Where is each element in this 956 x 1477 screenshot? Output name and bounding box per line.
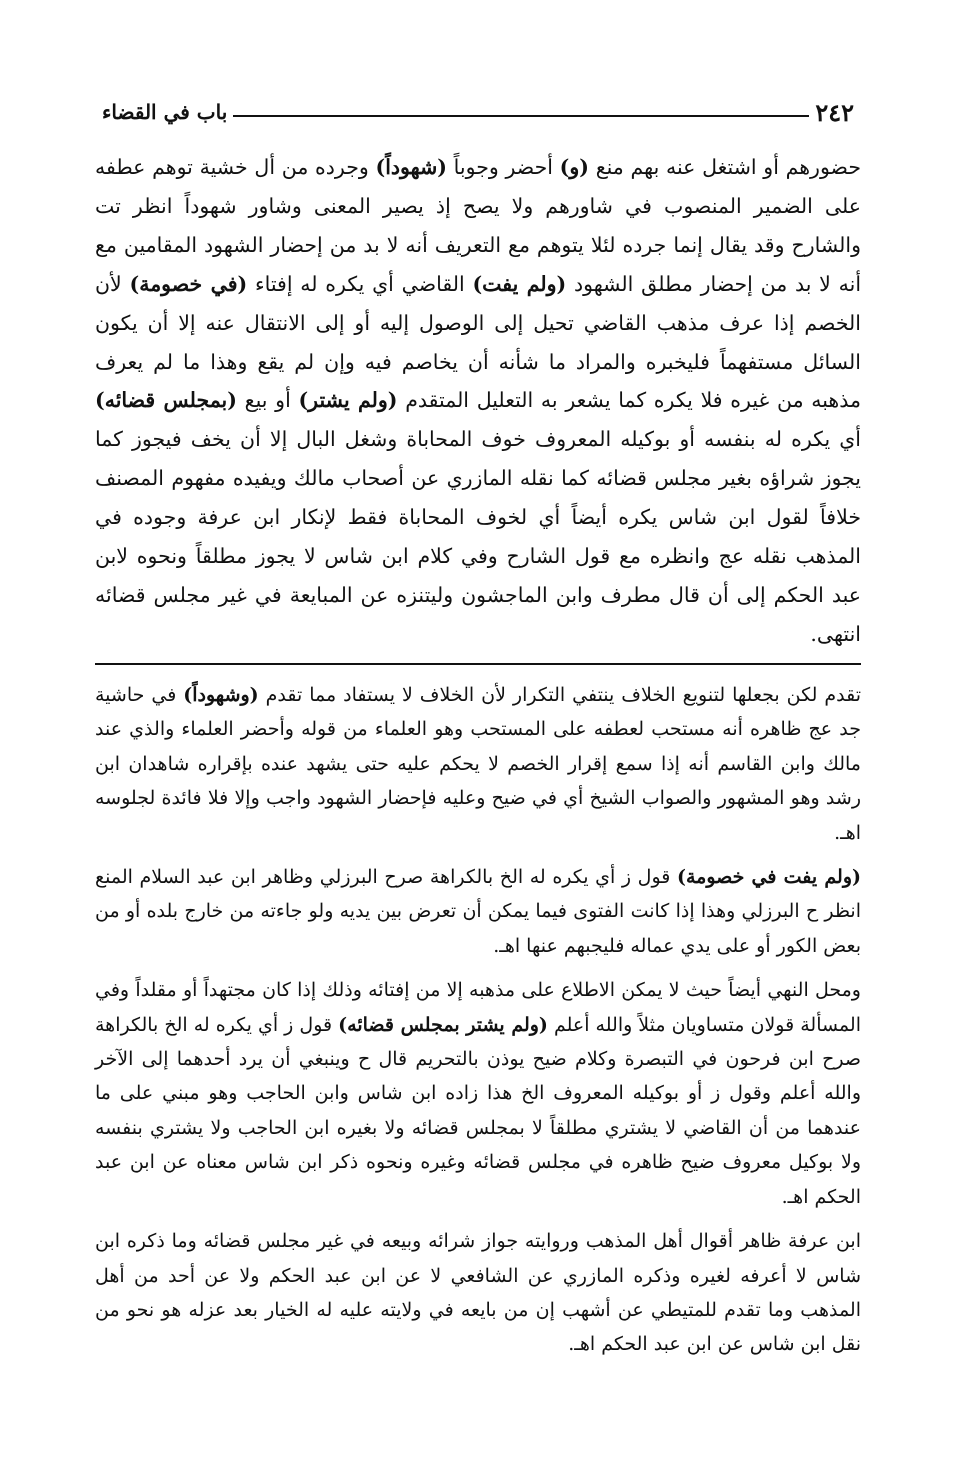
matn-term: (و) bbox=[559, 155, 589, 179]
text-run: أي يكره له بنفسه أو بوكيله المعروف خوف المحاباة وشغل البال إلا أن يخف فيجوز كما يجوز شراؤه بغير مجلس قضائه كما نقله المازري عن أصحاب مالك ويفيده مفهوم المصنف خلافاً لقول ابن شاس يكره أيضاً أي لخوف المحاباة فقط لإنكار ابن عرفة وجوده في المذهب نقله عج وانظره مع قول الشارح وفي كلام ابن شاس لا يجوز مطلقاً ونحوه لابن عبد الحكم إلى أن قال مطرف وابن الماجشون وليتنزه عن المبايعة في غير مجلس قضائه انتهى. bbox=[95, 427, 861, 646]
header-rule bbox=[233, 115, 809, 117]
text-run: قول ز أي يكره له الخ بالكراهة صرح ابن فرحون في التبصرة وكلام ضيح يوذن بالتحريم قال ح وينبغي أن يرد أحدهما إلى الآخر والله أعلم وقول ز أو بوكيله المعروف الخ هذا زاده ابن شاس وابن الحاجب وهو مبني على ما عندهما من أن القاضي لا يشتري مطلقاً لا بمجلس قضائه ولا بغيره ابن الحاجب ولا يشتري بنفسه ولا بوكيل معروف ضيح ظاهره في مجلس قضائه وغيره ونحوه ذكر ابن شاس معناه عن ابن عبد الحكم اهـ. bbox=[94, 1013, 861, 1208]
footnotes bbox=[95, 678, 861, 1372]
running-header bbox=[92, 92, 864, 132]
note-paragraph bbox=[95, 678, 861, 850]
text-run: حضورهم أو اشتغل عنه بهم منع bbox=[588, 155, 861, 179]
text-run: لأن الخصم إذا عرف مذهب القاضي تحيل إلى الوصول إليه أو إلى الانتقال عنه إلا أن يكون السائل مستفهماً فليخبره والمراد ما شأنه أن يخاصم فيه وإن لم يقع وهذا ما لم يعرف مذهبه من غيره فلا يكره كما يشعر به التعليل المتقدم bbox=[95, 271, 861, 413]
chapter-title: باب في القضاء bbox=[102, 100, 228, 124]
text-run: أحضر وجوباً bbox=[446, 155, 560, 179]
text-run: ومحل النهي أيضاً حيث لا يمكن الاطلاع على مذهبه إلا من إفتائه وذلك إذا كان مجتهداً أو مقلداً وفي المسألة قولان متساويان مثلاً والله أعلم bbox=[95, 979, 861, 1036]
matn-term: (في خصومة) bbox=[129, 271, 248, 296]
note-paragraph bbox=[95, 860, 861, 963]
matn-term: (شهوداً) bbox=[375, 155, 447, 179]
text-run: في حاشية جد عج ظاهره أنه مستحب لعطفه على المستحب وهو العلماء من قوله وأحضر العلماء والذي عند مالك وابن القاسم أنه إذا سمع إقرار الخصم لا يحكم عليه حتى يشهد عنده بإقراره شاهدان ابن رشد وهو المشهور والصواب الشيخ أي في ضيح وعليه فإحضار الشهود واجب وإلا فلا فائدة لجلوسه اهـ. bbox=[95, 684, 861, 844]
text-run: القاضي أي يكره له إفتاء bbox=[247, 271, 473, 296]
text-run: ابن عرفة ظاهر أقوال أهل المذهب وروايته جواز شرائه وبيعه في غير مجلس قضائه وما ذكره ابن شاس لا أعرفه لغيره وذكره المازري عن الشافعي لا عن ابن عبد الحكم ولا عن أحد من أهل المذهب وما تقدم للمتيطي عن أشهب إن من بايعه في ولايته عليه له الخيار بعد عزله هو نحو من نقل ابن شاس عن ابن عبد الحكم اهـ. bbox=[95, 1230, 861, 1356]
matn-term: (ولم يفت) bbox=[472, 271, 567, 296]
text-run: وجرده من أل خشية توهم عطفه على الضمير المنصوب في شاورهم ولا يصح إذ يصير المعنى وشاور شهوداً انظر تت والشارح وقد يقال إنما جرده لئلا يتوهم مع التعريف أنه لا بد من إحضار الشهود المقامين مع أنه لا بد من إحضار مطلق الشهود bbox=[95, 155, 862, 296]
text-run: قول ز أي يكره له الخ بالكراهة صرح البرزلي وظاهر ابن عبد السلام المنع انظر ح البرزلي وهذا إذا كانت الفتوى فيما يمكن أن تعرض بين يديه ولو جاءته من خارج بلده أو من بعض الكور أو على يدي عماله فليجبهم عنها اهـ. bbox=[95, 866, 861, 957]
matn-term: (ولم يشتر بمجلس قضائه) bbox=[338, 1013, 548, 1036]
matn-term: (وشهوداً) bbox=[183, 684, 259, 706]
note-paragraph bbox=[95, 1224, 861, 1362]
text-run: أو بيع bbox=[236, 388, 299, 413]
matn-term: (ولم يشتر) bbox=[298, 388, 398, 413]
main-paragraph bbox=[95, 148, 861, 654]
footnote-divider bbox=[95, 663, 861, 665]
page-number: ٢٤٢ bbox=[815, 97, 854, 127]
note-paragraph bbox=[95, 973, 861, 1214]
main-text bbox=[95, 148, 861, 654]
matn-term: (بمجلس قضائه) bbox=[95, 388, 237, 413]
text-run: تقدم لكن بجعلها لتنويع الخلاف ينتفي التكرار لأن الخلاف لا يستفاد مما تقدم bbox=[258, 684, 862, 706]
matn-term: (ولم يفت في خصومة) bbox=[676, 866, 861, 889]
